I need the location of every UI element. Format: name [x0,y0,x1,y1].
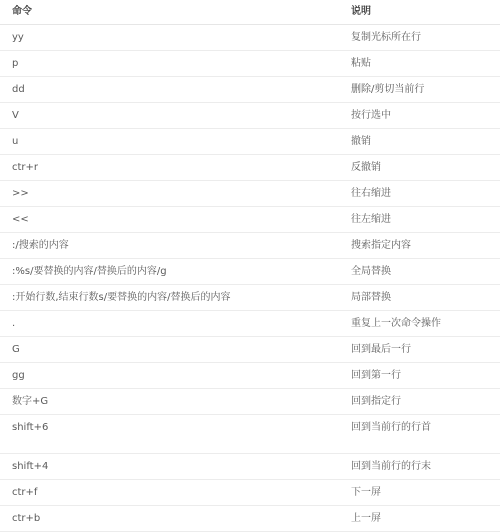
description-cell: 撤销 [351,136,371,147]
description-cell: 下一屏 [351,487,381,498]
description-cell: 全局替换 [351,266,391,277]
command-cell: yy [12,32,24,43]
description-cell: 删除/剪切当前行 [351,84,425,95]
table-row [0,77,500,103]
table-row [0,103,500,129]
description-cell: 往右缩进 [351,188,391,199]
table-row [0,207,500,233]
command-cell: dd [12,84,25,95]
table-row [0,285,500,311]
description-cell: 回到指定行 [351,396,401,407]
table-row [0,155,500,181]
table-row [0,506,500,532]
command-cell: :%s/要替换的内容/替换后的内容/g [12,266,167,277]
description-cell: 反撤销 [351,162,381,173]
column-header-command: 命令 [12,6,32,17]
table-row [0,337,500,363]
command-cell: 数字+G [12,396,49,407]
table-row [0,129,500,155]
table-header [0,0,500,25]
command-cell: u [12,136,19,147]
description-cell: 粘贴 [351,58,371,69]
command-cell: . [12,318,16,329]
command-cell: ctr+f [12,487,38,498]
description-cell: 上一屏 [351,513,381,524]
description-cell: 回到当前行的行末 [351,461,431,472]
command-cell: p [12,58,19,69]
command-cell: ctr+b [12,513,41,524]
description-cell: 复制光标所在行 [351,32,421,43]
column-header-description: 说明 [351,6,371,17]
description-cell: 往左缩进 [351,214,391,225]
command-cell: shift+6 [12,422,49,433]
table-row [0,311,500,337]
table-row [0,233,500,259]
table-row [0,181,500,207]
table-row [0,389,500,415]
table-row [0,363,500,389]
command-cell: >> [12,188,29,199]
table-row [0,480,500,506]
table-row [0,25,500,51]
command-cell: shift+4 [12,461,49,472]
table-row [0,51,500,77]
table-row [0,415,500,454]
command-cell: ctr+r [12,162,39,173]
description-cell: 局部替换 [351,292,391,303]
command-cell: G [12,344,20,355]
description-cell: 回到当前行的行首 [351,422,431,433]
table-row [0,454,500,480]
command-cell: :/搜索的内容 [12,240,69,251]
description-cell: 按行选中 [351,110,391,121]
description-cell: 重复上一次命令操作 [351,318,441,329]
command-cell: gg [12,370,25,381]
description-cell: 搜索指定内容 [351,240,411,251]
command-cell: V [12,110,19,121]
description-cell: 回到第一行 [351,370,401,381]
command-cell: << [12,214,29,225]
description-cell: 回到最后一行 [351,344,411,355]
table-row [0,259,500,285]
command-cell: :开始行数,结束行数s/要替换的内容/替换后的内容 [12,292,231,303]
